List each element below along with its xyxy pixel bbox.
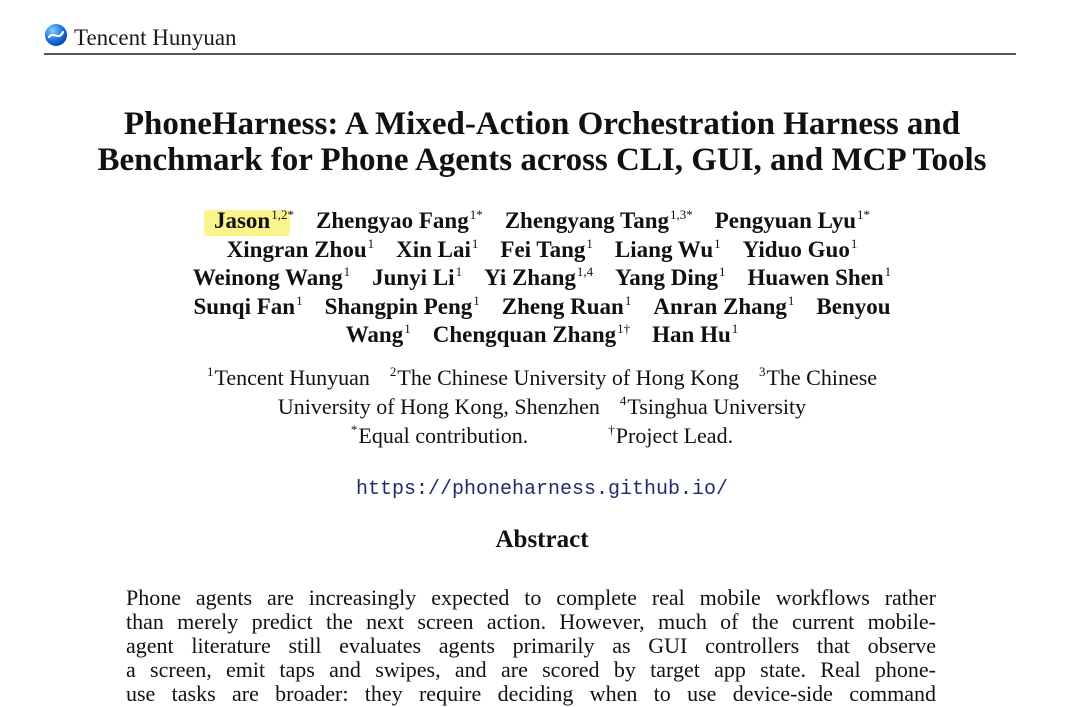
brand-name: Tencent Hunyuan xyxy=(74,25,237,50)
affiliation: University of Hong Kong, Shenzhen xyxy=(277,394,600,419)
abstract-line: than merely predict the next screen action. However, much of the current mobile- xyxy=(126,609,936,634)
header-rule xyxy=(44,53,1016,55)
author: Zhengyao Fang$^{1*}$ xyxy=(315,207,483,233)
author: Liang Wu$^1$ xyxy=(614,235,721,262)
author: Chengquan Zhang$^{1\dagger}$ xyxy=(432,321,631,347)
paper-title-line-1: PhoneHarness: A Mixed-Action Orchestration Harness and xyxy=(123,106,961,142)
footnote: *Equal contribution. xyxy=(350,422,529,448)
author: Zheng Ruan$^1$ xyxy=(501,292,632,319)
author: Sunqi Fan$^1$ xyxy=(193,292,303,319)
author: Xingran Zhou$^1$ xyxy=(226,235,375,262)
author: Weinong Wang$^1$ xyxy=(192,264,351,290)
author: Han Hu$^1$ xyxy=(652,321,739,347)
author: Fei Tang$^1$ xyxy=(500,235,593,262)
author: Pengyuan Lyu$^{1*}$ xyxy=(714,207,870,233)
author: Yang Ding$^1$ xyxy=(615,264,726,290)
footnote: †Project Lead. xyxy=(608,422,734,448)
author: Yiduo Guo$^1$ xyxy=(742,235,858,262)
author: Shangpin Peng$^1$ xyxy=(324,292,480,319)
author: Anran Zhang$^1$ xyxy=(653,292,795,319)
abstract-heading: Abstract xyxy=(495,526,589,553)
paper-title-line-2: Benchmark for Phone Agents across CLI, GUI, and MCP Tools xyxy=(97,142,987,178)
abstract-body xyxy=(126,586,936,706)
abstract-line: use tasks are broader: they require deciding when to use device-side command xyxy=(126,681,936,706)
affiliation: $^3$The Chinese xyxy=(758,364,878,390)
project-url-link[interactable]: https://phoneharness.github.io/ xyxy=(355,478,729,501)
author: Huawen Shen$^1$ xyxy=(747,264,892,290)
abstract-line: a screen, emit taps and swipes, and are scored by target app state. Real phone- xyxy=(126,657,936,682)
abstract-line: agent literature still evaluates agents primarily as GUI controllers that observe xyxy=(126,633,936,658)
hunyuan-logo-icon xyxy=(44,23,68,47)
author: Junyi Li$^1$ xyxy=(372,264,463,290)
author: Wang$^1$ xyxy=(345,321,411,347)
author: Jason$^{1,2*}$ xyxy=(214,208,294,237)
author: Benyou xyxy=(816,293,891,319)
abstract-line: Phone agents are increasingly expected to complete real mobile workflows rather xyxy=(126,585,936,610)
affiliations xyxy=(0,365,1084,452)
author: Xin Lai$^1$ xyxy=(396,235,479,262)
affiliation: $^2$The Chinese University of Hong Kong xyxy=(389,364,739,390)
affiliation: $^4$Tsinghua University xyxy=(619,393,807,419)
affiliation: $^1$Tencent Hunyuan xyxy=(206,364,370,390)
header xyxy=(44,22,1016,56)
author-list xyxy=(0,208,1084,351)
author: Yi Zhang$^{1,4}$ xyxy=(484,264,594,290)
author: Zhengyang Tang$^{1,3*}$ xyxy=(504,207,693,233)
